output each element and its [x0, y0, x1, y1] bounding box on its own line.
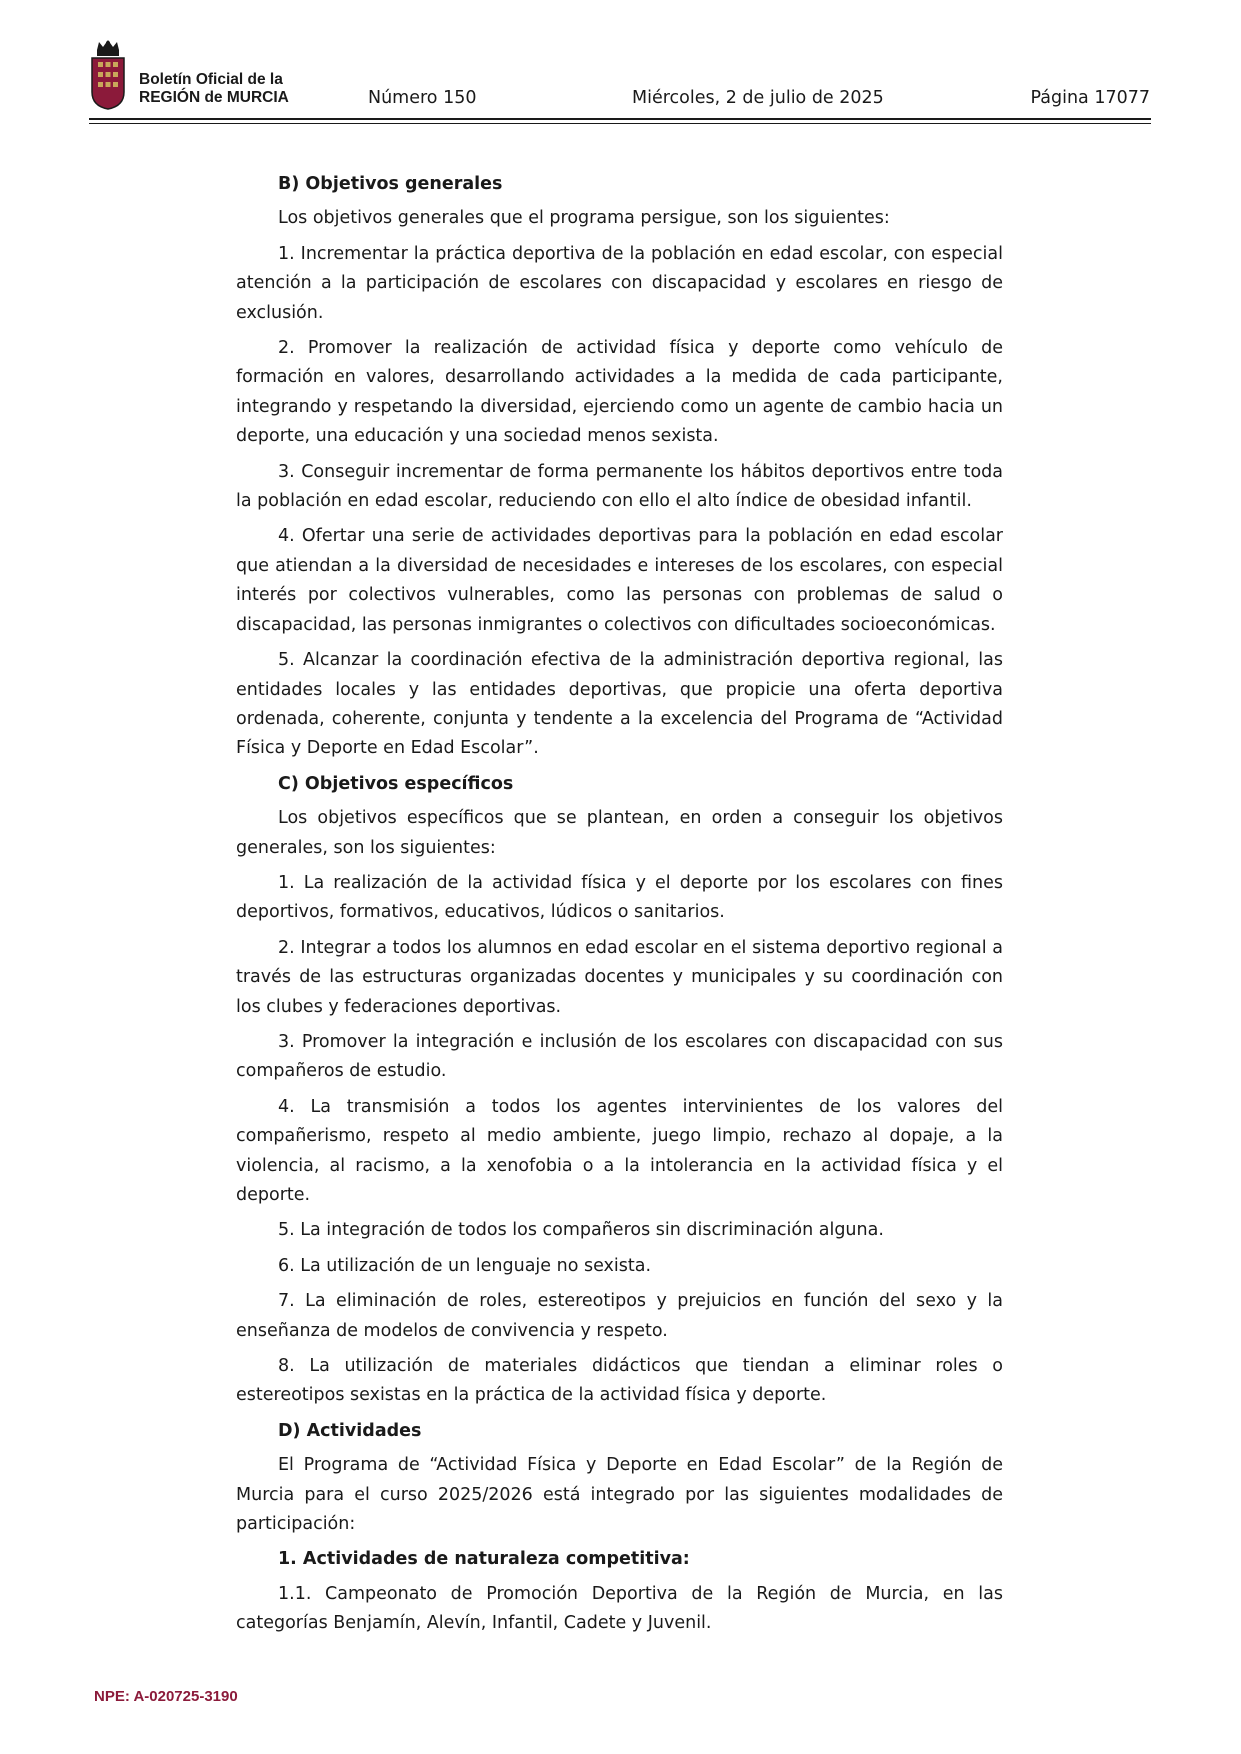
bulletin-brand	[139, 71, 289, 107]
paragraph: 6. La utilización de un lenguaje no sexista.	[278, 1255, 652, 1276]
paragraph: 4. Ofertar una serie de actividades deportivas para la población en edad escolar que atiendan a la diversidad de necesidades e intereses de los escolares, con especial interés por colectivos vulnerables, como las personas con problemas de salud o discapacidad, las personas inmigrantes o colectivos con dificultades socioeconómicas.	[236, 526, 1003, 635]
paragraph: Los objetivos específicos que se plantean, en orden a conseguir los objetivos generales, son los siguientes:	[236, 808, 1003, 858]
paragraph: 1. Incrementar la práctica deportiva de la población en edad escolar, con especial atención a la participación de escolares con discapacidad y escolares en riesgo de exclusión.	[236, 243, 1003, 323]
paragraph: Los objetivos generales que el programa persigue, son los siguientes:	[278, 208, 890, 229]
brand-line-2: REGIÓN de MURCIA	[139, 89, 289, 106]
page-header	[0, 0, 1241, 130]
section-heading: C) Objetivos específicos	[278, 773, 514, 794]
paragraph: 2. Integrar a todos los alumnos en edad escolar en el sistema deportivo regional a través de las estructuras organizadas docentes y municipales y su coordinación con los clubes y federaciones deportivas.	[236, 937, 1003, 1017]
subsection-heading: 1. Actividades de naturaleza competitiva:	[278, 1549, 690, 1570]
paragraph: 3. Conseguir incrementar de forma permanente los hábitos deportivos entre toda la población en edad escolar, reduciendo con ello el alto índice de obesidad infantil.	[236, 461, 1003, 512]
paragraph: 5. La integración de todos los compañeros sin discriminación alguna.	[278, 1220, 884, 1241]
page-number: Página 17077	[1030, 88, 1150, 108]
section-heading: B) Objetivos generales	[278, 174, 503, 194]
brand-line-1: Boletín Oficial de la	[139, 71, 283, 88]
paragraph: 8. La utilización de materiales didácticos que tiendan a eliminar roles o estereotipos sexistas en la práctica de la actividad física y deporte.	[236, 1356, 1003, 1406]
header-rule-thick	[89, 118, 1151, 120]
issue-number: Número 150	[368, 88, 477, 108]
paragraph: El Programa de “Actividad Física y Deporte en Edad Escolar” de la Región de Murcia para el curso 2025/2026 está integrado por las siguientes modalidades de participación:	[236, 1455, 1003, 1535]
paragraph: 5. Alcanzar la coordinación efectiva de la administración deportiva regional, las entidades locales y las entidades deportivas, que propicie una oferta deportiva ordenada, coherente, conjunta y tendente a la excelencia del Programa de “Actividad Física y Deporte en Edad Escolar”.	[236, 650, 1003, 759]
region-crest-icon	[90, 40, 126, 110]
paragraph: 4. La transmisión a todos los agentes intervinientes de los valores del compañerismo, respeto al medio ambiente, juego limpio, rechazo al dopaje, a la violencia, al racismo, a la xenofobia o a la intolerancia en la actividad física y el deporte.	[236, 1096, 1003, 1205]
document-body	[236, 170, 1003, 1645]
paragraph: 2. Promover la realización de actividad física y deporte como vehículo de formación en valores, desarrollando actividades a la medida de cada participante, integrando y respetando la diversidad, ejerciendo como un agente de cambio hacia un deporte, una educación y una sociedad menos sexista.	[236, 338, 1003, 447]
paragraph: 1. La realización de la actividad física y el deporte por los escolares con fines deportivos, formativos, educativos, lúdicos o sanitarios.	[236, 872, 1003, 923]
issue-date: Miércoles, 2 de julio de 2025	[632, 88, 884, 108]
npe-code: NPE: A-020725-3190	[94, 1688, 238, 1705]
header-rule-thin	[89, 123, 1151, 124]
paragraph: 1.1. Campeonato de Promoción Deportiva de la Región de Murcia, en las categorías Benjamín, Alevín, Infantil, Cadete y Juvenil.	[236, 1583, 1003, 1634]
paragraph: 7. La eliminación de roles, estereotipos y prejuicios en función del sexo y la enseñanza de modelos de convivencia y respeto.	[236, 1291, 1003, 1341]
section-heading: D) Actividades	[278, 1420, 422, 1441]
paragraph: 3. Promover la integración e inclusión de los escolares con discapacidad con sus compañeros de estudio.	[236, 1031, 1003, 1082]
